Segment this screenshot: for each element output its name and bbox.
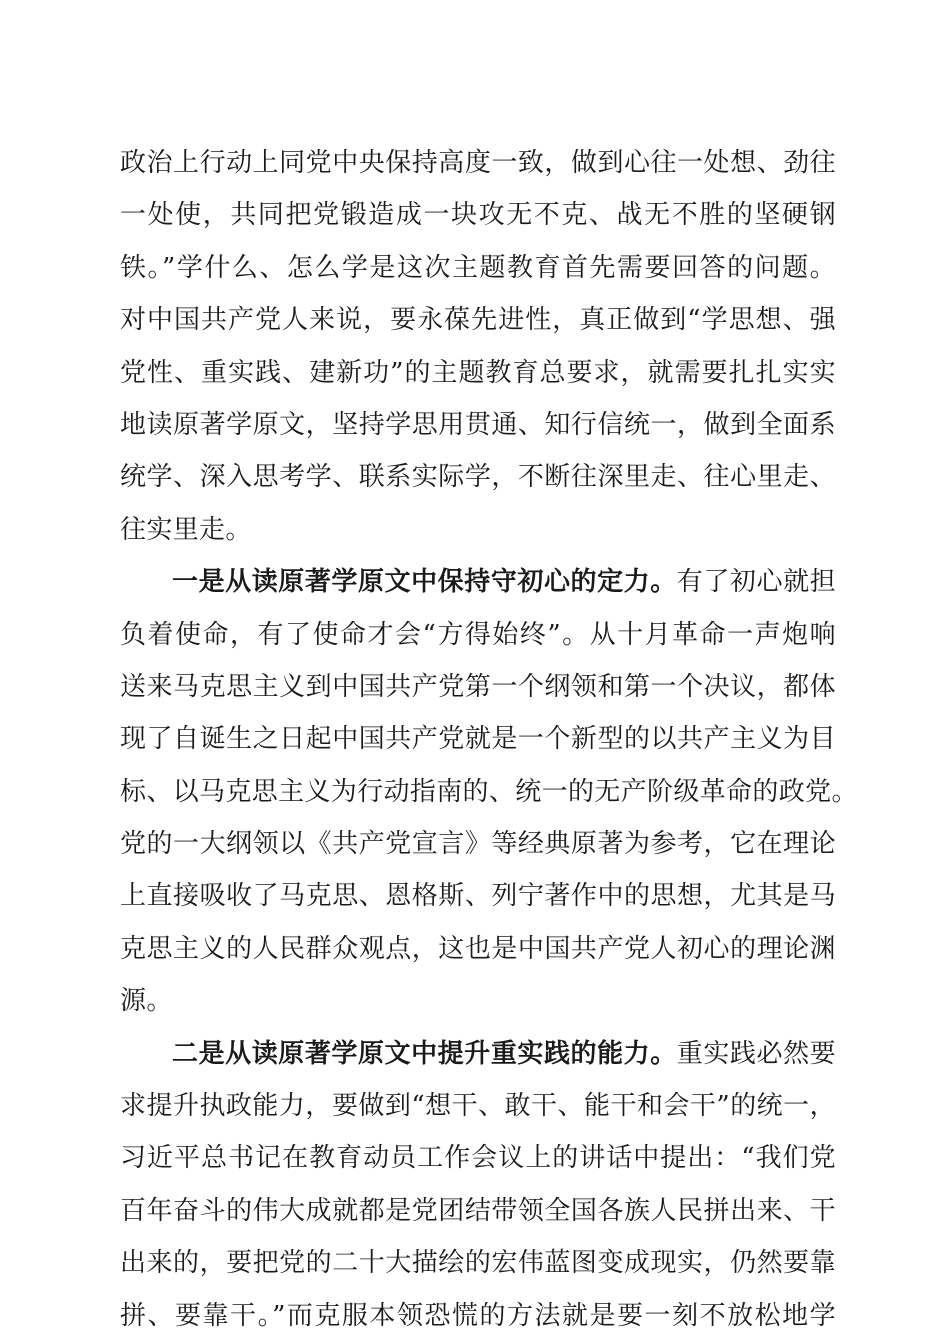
text-line: 求提升执政能力，要做到“想干、敢干、能干和会干”的统一， — [120, 1091, 836, 1122]
paragraph-first-line — [120, 1028, 836, 1080]
paragraph-heading: 二是从读原著学原文中提升重实践的能力。 — [172, 1038, 677, 1069]
paragraph-heading: 一是从读原著学原文中保持守初心的定力。 — [172, 567, 677, 598]
text-line: 百年奋斗的伟大成就都是党团结带领全国各族人民拼出来、干 — [120, 1195, 836, 1226]
text-line: 负着使命，有了使命才会“方得始终”。从十月革命一声炮响 — [120, 619, 836, 650]
document-body — [120, 137, 858, 1342]
text-line: 铁。”学什么、怎么学是这次主题教育首先需要回答的问题。 — [120, 252, 836, 283]
text-line: 克思主义的人民群众观点，这也是中国共产党人初心的理论渊 — [120, 933, 836, 964]
text-line: 党性、重实践、建新功”的主题教育总要求，就需要扎扎实实 — [120, 357, 836, 388]
text-line: 对中国共产党人来说，要永葆先进性，真正做到“学思想、强 — [120, 305, 836, 336]
text-fragment: 重实践必然要 — [676, 1038, 836, 1069]
text-line: 源。 — [120, 986, 173, 1017]
text-line: 拼、要靠干。”而克服本领恐慌的方法就是要一刻不放松地学 — [120, 1300, 836, 1331]
text-line: 习近平总书记在教育动员工作会议上的讲话中提出：“我们党 — [120, 1143, 836, 1174]
text-line: 出来的，要把党的二十大描绘的宏伟蓝图变成现实，仍然要靠 — [120, 1248, 836, 1279]
paragraph-two — [120, 1028, 836, 1342]
text-line: 送来马克思主义到中国共产党第一个纲领和第一个决议，都体 — [120, 671, 836, 702]
text-line: 标、以马克思主义为行动指南的、统一的无产阶级革命的政党。 — [120, 776, 858, 807]
text-line: 党的一大纲领以《共产党宣言》等经典原著为参考，它在理论 — [120, 829, 836, 860]
text-line: 地读原著学原文，坚持学思用贯通、知行信统一，做到全面系 — [120, 409, 836, 440]
text-line: 统学、深入思考学、联系实际学，不断往深里走、往心里走、 — [120, 462, 836, 493]
paragraph-one — [120, 556, 858, 1028]
paragraph-first-line — [120, 556, 836, 608]
text-fragment: 有了初心就担 — [676, 567, 836, 598]
text-line: 一处使，共同把党锻造成一块攻无不克、战无不胜的坚硬钢 — [120, 200, 836, 231]
text-line: 政治上行动上同党中央保持高度一致，做到心往一处想、劲往 — [120, 148, 836, 178]
text-line: 上直接吸收了马克思、恩格斯、列宁著作中的思想，尤其是马 — [120, 881, 836, 912]
text-line: 往实里走。 — [120, 514, 252, 545]
paragraph-intro — [120, 137, 836, 556]
text-line: 现了自诞生之日起中国共产党就是一个新型的以共产主义为目 — [120, 724, 836, 755]
